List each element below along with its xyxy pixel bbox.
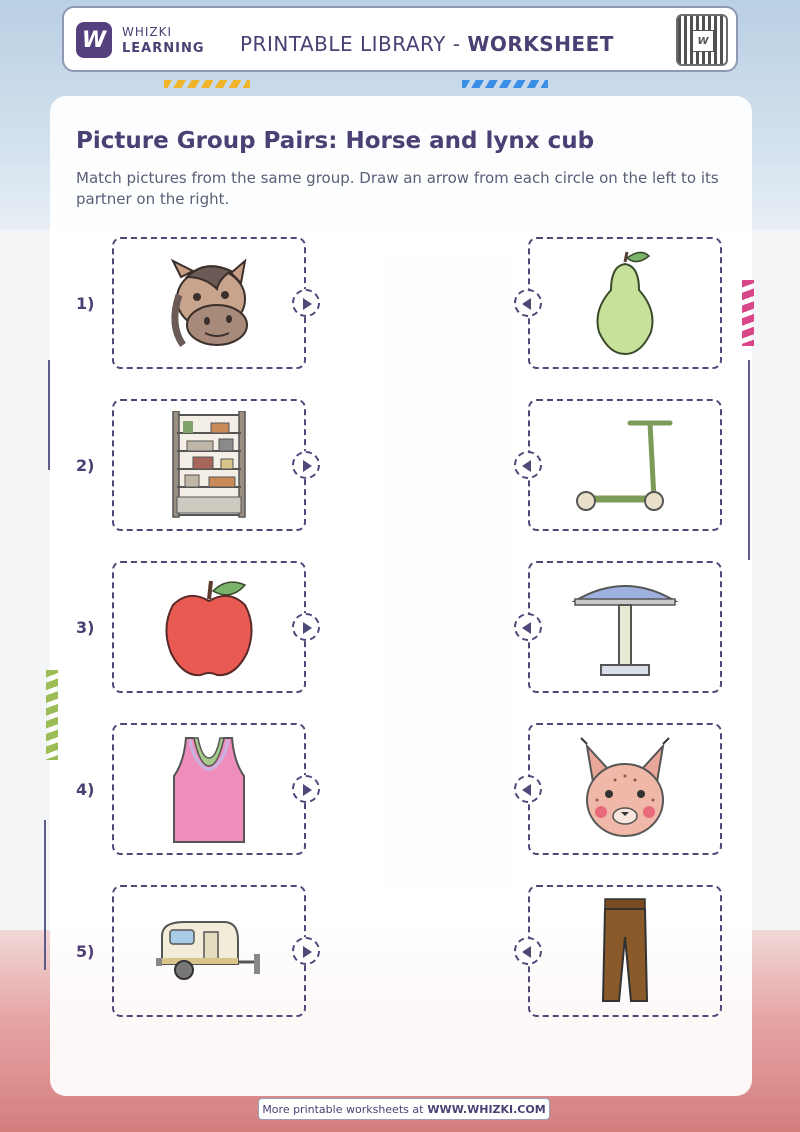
left-match-circle[interactable]	[292, 613, 320, 641]
footer-banner	[258, 1098, 550, 1120]
decor-stripe-yellow	[164, 80, 250, 88]
arrow-right-icon	[303, 622, 312, 634]
row-number: 1)	[76, 294, 95, 313]
arrow-left-icon	[522, 298, 531, 310]
decor-line	[44, 820, 46, 970]
right-match-circle[interactable]	[514, 451, 542, 479]
header-title	[240, 32, 614, 56]
row-number: 4)	[76, 780, 95, 799]
left-card-shelving-unit	[112, 399, 306, 531]
footer-link[interactable]: WWW.WHIZKI.COM	[427, 1102, 546, 1116]
camper-trailer-icon	[154, 918, 264, 984]
tank-top-icon	[168, 734, 250, 844]
row-number: 5)	[76, 942, 95, 961]
header-title-prefix: PRINTABLE LIBRARY -	[240, 32, 468, 56]
left-match-circle[interactable]	[292, 289, 320, 317]
decor-line	[748, 360, 750, 560]
decor-stripe-pink	[742, 280, 754, 346]
row-number: 2)	[76, 456, 95, 475]
arrow-left-icon	[522, 784, 531, 796]
right-match-circle[interactable]	[514, 613, 542, 641]
arrow-right-icon	[303, 784, 312, 796]
left-match-circle[interactable]	[292, 775, 320, 803]
right-card-kick-scooter	[528, 399, 722, 531]
header-bar	[62, 6, 738, 72]
brand-subname: LEARNING	[122, 41, 205, 56]
arrow-right-icon	[303, 460, 312, 472]
left-card-camper-trailer	[112, 885, 306, 1017]
right-card-trousers	[528, 885, 722, 1017]
pear-icon	[585, 248, 665, 358]
left-card-apple	[112, 561, 306, 693]
arrow-right-icon	[303, 298, 312, 310]
worksheet-title: Picture Group Pairs: Horse and lynx cub	[76, 128, 595, 154]
decor-stripe-blue	[462, 80, 548, 88]
right-card-pear	[528, 237, 722, 369]
arrow-left-icon	[522, 946, 531, 958]
arrow-left-icon	[522, 460, 531, 472]
left-card-horse-head	[112, 237, 306, 369]
brand-name: WHIZKI	[122, 25, 173, 39]
footer-text: More printable worksheets at	[262, 1102, 424, 1116]
decor-stripe-green	[46, 670, 58, 760]
right-match-circle[interactable]	[514, 775, 542, 803]
left-match-circle[interactable]	[292, 451, 320, 479]
shelving-unit-icon	[169, 411, 249, 519]
whizki-logo-icon[interactable]: W	[76, 22, 112, 58]
header-title-bold: WORKSHEET	[467, 32, 614, 56]
horse-head-icon	[159, 255, 259, 351]
lynx-cub-head-icon	[575, 734, 675, 844]
worksheet-instructions: Match pictures from the same group. Draw an arrow from each circle on the left to its partner on the right.	[76, 169, 719, 208]
apple-icon	[161, 575, 257, 679]
kick-scooter-icon	[570, 417, 680, 513]
right-card-lynx-cub-head	[528, 723, 722, 855]
trousers-icon	[599, 897, 651, 1005]
right-match-circle[interactable]	[514, 937, 542, 965]
right-match-circle[interactable]	[514, 289, 542, 317]
left-card-tank-top	[112, 723, 306, 855]
row-number: 3)	[76, 618, 95, 637]
arrow-left-icon	[522, 622, 531, 634]
right-card-table-lamp	[528, 561, 722, 693]
left-match-circle[interactable]	[292, 937, 320, 965]
decor-line	[48, 360, 50, 470]
qr-code-icon[interactable]	[676, 14, 728, 66]
table-lamp-icon	[571, 575, 679, 679]
arrow-right-icon	[303, 946, 312, 958]
qr-logo-icon: W	[692, 30, 714, 52]
